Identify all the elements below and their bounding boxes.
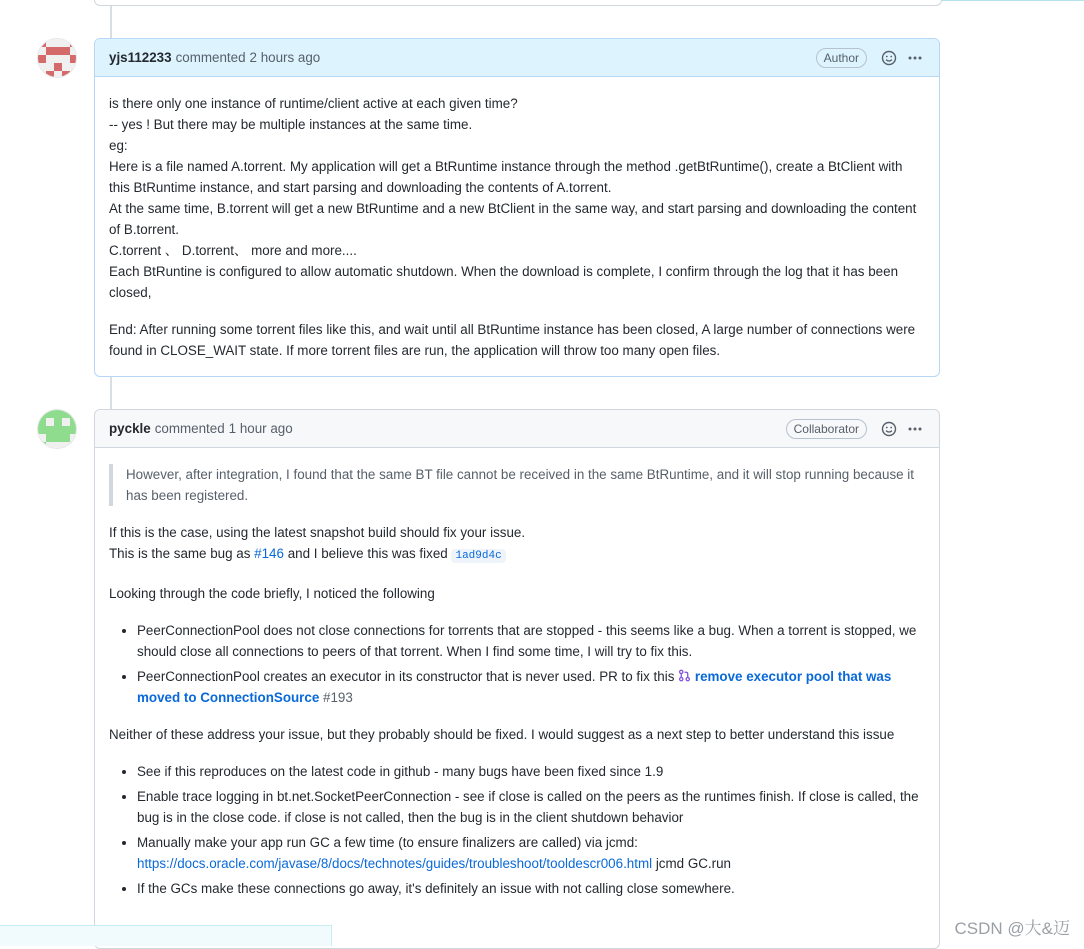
comment-card	[94, 409, 940, 949]
comment-header	[95, 410, 939, 448]
pull-request-number: #193	[323, 690, 353, 705]
comment-timestamp[interactable]: 1 hour ago	[228, 421, 293, 436]
collaborator-badge: Collaborator	[786, 419, 867, 439]
top-border-accent	[940, 0, 1084, 1]
comment-action: commented	[175, 50, 246, 65]
avatar[interactable]	[37, 409, 77, 449]
list-item: • PeerConnectionPool does not close connections for torrents that are stopped - this seems like a bug. When a torrent is stopped, we should close all connections to peers of that torrent. When I find some time, I will try to fix this.	[137, 620, 925, 662]
comment-paragraph: End: After running some torrent files like this, and wait until all BtRuntime instance has been closed, A large number of connections were found in CLOSE_WAIT state. If more torrent files are run, the application will throw too many open files.	[109, 322, 916, 358]
comment-paragraph: If this is the case, using the latest snapshot build should fix your issue. This is the same bug as #146 and I believe this was fixed 1ad9d4c	[109, 525, 526, 562]
comment-body	[95, 77, 939, 375]
identicon-red	[38, 39, 77, 78]
timeline-line	[110, 5, 112, 38]
kebab-horizontal-icon[interactable]	[905, 48, 925, 68]
list-item: • See if this reproduces on the latest code in github - many bugs have been fixed since 1.9	[137, 761, 925, 782]
comment-author[interactable]: pyckle	[109, 421, 151, 436]
bullet-list	[109, 761, 925, 899]
bullet-list	[109, 620, 925, 708]
comment-body	[95, 448, 939, 917]
identicon-green	[38, 410, 77, 449]
blockquote: However, after integration, I found that the same BT file cannot be received in the same BtRuntime, and it will stop running because it has been registered.	[109, 464, 925, 506]
comment-paragraph: Neither of these address your issue, but they probably should be fixed. I would suggest as a next step to better understand this issue	[109, 727, 895, 742]
list-item: • PeerConnectionPool creates an executor in its constructor that is never used. PR to fix this remove executor pool that was moved to ConnectionSource #193	[137, 666, 925, 708]
comment-header	[95, 39, 939, 77]
comment-card	[94, 38, 940, 377]
author-badge: Author	[816, 48, 867, 68]
issue-link[interactable]: #146	[254, 546, 284, 561]
git-pull-request-icon	[678, 669, 691, 682]
previous-comment-card-edge	[94, 0, 942, 6]
smiley-icon[interactable]	[879, 419, 899, 439]
comment-timestamp[interactable]: 2 hours ago	[249, 50, 321, 65]
comment-paragraph: Looking through the code briefly, I noticed the following	[109, 586, 435, 601]
list-item: • Manually make your app run GC a few time (to ensure finalizers are called) via jcmd: https://docs.oracle.com/javase/8/docs/technotes/guides/troubleshoot/tooldescr006.html jcmd GC.run	[137, 832, 925, 874]
comment-action: commented	[154, 421, 225, 436]
smiley-icon[interactable]	[879, 48, 899, 68]
commit-link[interactable]: 1ad9d4c	[451, 549, 505, 563]
pull-request-link[interactable]: remove executor pool that was moved to ConnectionSource	[137, 669, 892, 705]
avatar[interactable]	[37, 38, 77, 78]
docs-link[interactable]: https://docs.oracle.com/javase/8/docs/technotes/guides/troubleshoot/tooldescr006.html	[137, 856, 653, 871]
watermark: CSDN @大&迈	[954, 919, 1070, 938]
kebab-horizontal-icon[interactable]	[905, 419, 925, 439]
comment-paragraph: is there only one instance of runtime/client active at each given time? -- yes ! But there may be multiple instances at the same time. eg: Here is a file named A.torrent. My application will get a BtRuntime instance through the method .getBtRuntime(), create a BtClient with this BtRuntime instance, and start parsing and downloading the contents of A.torrent. At the same time, B.torrent will get a new BtRuntime and a new BtClient in the same way, and start parsing and downloading the content of B.torrent. C.torrent 、 D.torrent、 more and more.... Each BtRuntine is configured to allow automatic shutdown. When the download is complete, I confirm through the log that it has been closed,	[109, 96, 917, 300]
timeline-line	[110, 377, 112, 409]
comment-author[interactable]: yjs112233	[109, 50, 172, 65]
list-item: • Enable trace logging in bt.net.SocketPeerConnection - see if close is called on the peers as the runtimes finish. If close is called, the bug is in the close code. if close is not called, then the bug is in the client shutdown behavior	[137, 786, 925, 828]
bottom-panel-edge	[0, 925, 332, 946]
list-item: • If the GCs make these connections go away, it's definitely an issue with not calling close somewhere.	[137, 878, 925, 899]
